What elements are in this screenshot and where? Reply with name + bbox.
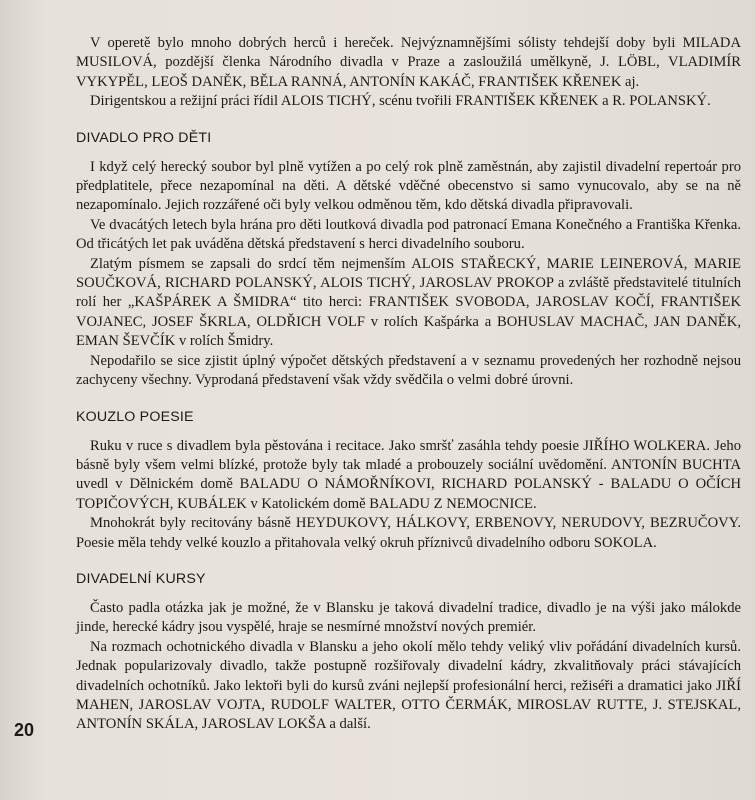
section-paragraph: Ruku v ruce s divadlem byla pěstována i recitace. Jako smršť zasáhla tehdy poesie JIŘÍHO WOLKERA. Jeho básně byly všem velmi blízké, protože byly tak mladé a probouzely sociální uvědomění. ANTONÍN BUCHTA uvedl v Dělnickém domě BALADU O NÁMOŘNÍKOVI, RICHARD POLANSKÝ - BALADU O OČÍCH TOPIČOVÝCH, KUBÁLEK v Katolickém domě BALADU Z NEMOCNICE. xyxy=(76,437,741,512)
section-divadelni-kursy xyxy=(76,571,741,735)
section-heading: KOUZLO POESIE xyxy=(76,408,194,425)
section-heading: DIVADELNÍ KURSY xyxy=(76,570,206,587)
section-paragraph: Na rozmach ochotnického divadla v Blansku a jeho okolí mělo tehdy veliký vliv pořádání divadelních kursů. Jednak popularizovaly divadlo, takže postupně rozšiřovaly divadelní kádry, zkvalitňovaly práci stávajících divadelních ochotníků. Jako lektoři byli do kursů zváni nejlepší profesionální herci, režiséři a dramatici jako JIŘÍ MAHEN, JAROSLAV VOJTA, RUDOLF WALTER, OTTO ČERMÁK, MIROSLAV RUTTE, J. STEJSKAL, ANTONÍN SKÁLA, JAROSLAV LOKŠA a další. xyxy=(76,638,741,733)
intro-paragraph: V operetě bylo mnoho dobrých herců i hereček. Nejvýznamnějšími sólisty tehdejší doby byli MILADA MUSILOVÁ, pozdější členka Národního divadla v Praze a zasloužilá umělkyně, J. LÖBL, VLADIMÍR VYKYPĚL, LEOŠ DANĚK, BĚLA RANNÁ, ANTONÍN KAKÁČ, FRANTIŠEK KŘENEK aj. xyxy=(76,35,741,90)
section-paragraph: I když celý herecký soubor byl plně vytížen a po celý rok plně zaměstnán, aby zajistil divadelní repertoár pro předplatitele, přece nezapomínal na děti. A dětské vděčné obecenstvo si samo vynucovalo, aby se na ně nezapomínalo. Jejich rozzářené oči byly velkou odměnou těm, kdo dětská divadla připravovali. xyxy=(76,158,741,214)
section-paragraph: Ve dvacátých letech byla hrána pro děti loutková divadla pod patronací Emana Konečného a Františka Křenka. Od třicátých let pak uváděna dětská představení s herci divadelního souboru. xyxy=(76,216,741,253)
page-number: 20 xyxy=(14,720,35,740)
section-paragraph: Zlatým písmem se zapsali do srdcí těm nejmenším ALOIS STAŘECKÝ, MARIE LEINEROVÁ, MARIE SOUČKOVÁ, RICHARD POLANSKÝ, ALOIS TICHÝ, JAROSLAV PROKOP a zvláště představitelé titulních rolí her „KAŠPÁREK A ŠMIDRA“ tito herci: FRANTIŠEK SVOBODA, JAROSLAV KOČÍ, FRANTIŠEK VOJANEC, JOSEF ŠKRLA, OLDŘICH VOLF v rolích Kašpárka a BOHUSLAV MACHAČ, JAN DANĚK, EMAN ŠEVČÍK v rolích Šmidry. xyxy=(76,255,741,350)
section-paragraph: Mnohokrát byly recitovány básně HEYDUKOVY, HÁLKOVY, ERBENOVY, NERUDOVY, BEZRUČOVY. Poesie měla tehdy velké kouzlo a přitahovala velký okruh příznivců divadelního odboru SOKOLA. xyxy=(76,515,741,551)
section-kouzlo-poesie xyxy=(76,409,741,553)
section-paragraph: Nepodařilo se sice zjistit úplný výpočet dětských představení a v seznamu provedených her rozhodně nejsou zachyceny všechny. Vyprodaná představení však vždy svědčila o velmi dobré úrovni. xyxy=(76,352,741,389)
intro-block xyxy=(76,34,741,112)
section-paragraph: Často padla otázka jak je možné, že v Blansku je taková divadelní tradice, divadlo je na výši jako málokde jinde, herecké kádry jsou vyspělé, hraje se nesmírné množství nových premiér. xyxy=(76,599,741,636)
section-divadlo-pro-deti xyxy=(76,130,741,391)
section-heading: DIVADLO PRO DĚTI xyxy=(76,129,212,146)
intro-paragraph: Dirigentskou a režijní práci řídil ALOIS TICHÝ, scénu tvořili FRANTIŠEK KŘENEK a R. POLANSKÝ. xyxy=(90,93,711,110)
